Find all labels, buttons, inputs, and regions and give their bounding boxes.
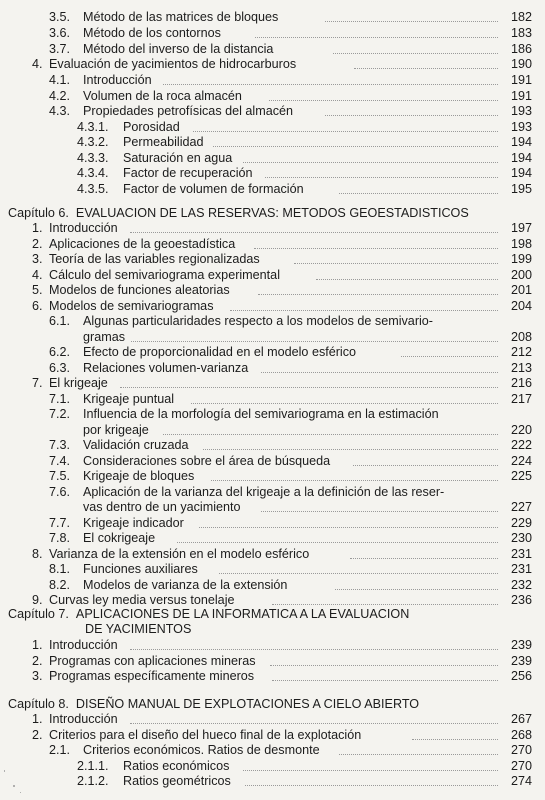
toc-entry	[77, 151, 532, 166]
entry-page: 227	[510, 500, 532, 514]
toc-entry	[77, 135, 532, 150]
entry-page: 270	[510, 759, 532, 773]
entry-number: 8.	[32, 547, 43, 561]
entry-number: 3.	[32, 252, 43, 266]
entry-title: Introducción	[49, 221, 118, 235]
toc-entry	[49, 26, 532, 41]
entry-number: 3.6.	[49, 26, 71, 40]
entry-page: 225	[510, 469, 532, 483]
entry-number: 7.6.	[49, 485, 71, 499]
entry-page: 236	[510, 593, 532, 607]
entry-title: Criterios para el diseño del hueco final de la explotación	[49, 728, 362, 742]
entry-number: 4.3.5.	[77, 182, 109, 196]
entry-title: Introducción	[49, 638, 118, 652]
entry-page: 194	[510, 151, 532, 165]
entry-page: 199	[510, 252, 532, 266]
toc-entry	[49, 469, 532, 484]
entry-number: 2.1.1.	[77, 759, 109, 773]
entry-page: 191	[510, 89, 532, 103]
entry-page: 182	[510, 10, 532, 24]
toc-entry	[32, 237, 532, 252]
entry-page: 256	[510, 669, 532, 683]
entry-page: 267	[510, 712, 532, 726]
toc-entry	[32, 638, 532, 653]
entry-title: Consideraciones sobre el área de búsqueda	[83, 454, 331, 468]
entry-page: 216	[510, 376, 532, 390]
entry-title: Ratios geométricos	[123, 774, 231, 788]
entry-number: 6.2.	[49, 345, 71, 359]
entry-number: 2.	[32, 728, 43, 742]
entry-title-continued: vas dentro de un yacimiento	[83, 500, 241, 514]
entry-title: Krigeaje puntual	[83, 392, 175, 406]
entry-number: 1.	[32, 638, 43, 652]
entry-number: 7.	[32, 376, 43, 390]
toc-entry	[32, 57, 532, 72]
entry-page: 229	[510, 516, 532, 530]
entry-title: Cálculo del semivariograma experimental	[49, 268, 280, 282]
entry-page: 231	[510, 547, 532, 561]
entry-number: 6.1.	[49, 314, 71, 328]
entry-title: Permeabilidad	[123, 135, 204, 149]
entry-page: 212	[510, 345, 532, 359]
toc-entry	[32, 221, 532, 236]
entry-number: 7.5.	[49, 469, 71, 483]
entry-page: 230	[510, 531, 532, 545]
entry-title: Validación cruzada	[83, 438, 189, 452]
entry-page: 239	[510, 654, 532, 668]
toc-entry	[77, 774, 532, 789]
entry-title: Factor de volumen de formación	[123, 182, 304, 196]
entry-title: Ratios económicos	[123, 759, 230, 773]
chapter-title: EVALUACION DE LAS RESERVAS: METODOS GEOESTADISTICOS	[75, 206, 469, 220]
entry-number: 1.	[32, 221, 43, 235]
entry-page: 232	[510, 578, 532, 592]
toc-entry	[83, 500, 532, 515]
toc-entry	[77, 120, 532, 135]
entry-number: 3.	[32, 669, 43, 683]
chapter-title: DISEÑO MANUAL DE EXPLOTACIONES A CIELO ABIERTO	[75, 697, 420, 711]
entry-page: 204	[510, 299, 532, 313]
toc-entry	[49, 562, 532, 577]
entry-page: 198	[510, 237, 532, 251]
entry-number: 3.5.	[49, 10, 71, 24]
toc-entry	[32, 299, 532, 314]
scan-speck	[20, 792, 21, 793]
entry-page: 186	[510, 42, 532, 56]
entry-title: Programas específicamente mineros	[49, 669, 255, 683]
entry-page: 195	[510, 182, 532, 196]
entry-number: 4.3.2.	[77, 135, 109, 149]
entry-title: Introducción	[49, 712, 118, 726]
entry-number: 4.1.	[49, 73, 71, 87]
entry-page: 200	[510, 268, 532, 282]
toc-entry	[49, 578, 532, 593]
entry-number: 4.2.	[49, 89, 71, 103]
entry-page: 213	[510, 361, 532, 375]
entry-page: 191	[510, 73, 532, 87]
entry-page: 268	[510, 728, 532, 742]
entry-number: 7.4.	[49, 454, 71, 468]
entry-title: Criterios económicos. Ratios de desmonte	[83, 743, 320, 757]
toc-entry	[49, 361, 532, 376]
entry-title: El krigeaje	[49, 376, 108, 390]
entry-number: 3.7.	[49, 42, 71, 56]
entry-page: 274	[510, 774, 532, 788]
entry-number: 4.3.4.	[77, 166, 109, 180]
entry-page: 208	[510, 330, 532, 344]
entry-title: Método de los contornos	[83, 26, 221, 40]
entry-number: 8.1.	[49, 562, 71, 576]
entry-number: 6.3.	[49, 361, 71, 375]
entry-number: 4.3.1.	[77, 120, 109, 134]
scan-speck	[4, 770, 5, 772]
entry-page: 220	[510, 423, 532, 437]
toc-entry	[32, 712, 532, 727]
entry-title: Curvas ley media versus tonelaje	[49, 593, 235, 607]
entry-page: 231	[510, 562, 532, 576]
entry-title: Relaciones volumen-varianza	[83, 361, 249, 375]
entry-number: 9.	[32, 593, 43, 607]
toc-entry	[49, 392, 532, 407]
entry-title: Modelos de funciones aleatorias	[49, 283, 230, 297]
chapter-heading	[8, 206, 469, 221]
chapter-number: Capítulo 8.	[8, 697, 69, 711]
entry-page: 194	[510, 166, 532, 180]
entry-page: 222	[510, 438, 532, 452]
entry-title: Factor de recuperación	[123, 166, 253, 180]
entry-page: 193	[510, 104, 532, 118]
toc-entry	[77, 182, 532, 197]
entry-number: 4.	[32, 268, 43, 282]
toc-entry	[32, 547, 532, 562]
entry-title: Saturación en agua	[123, 151, 233, 165]
entry-number: 5.	[32, 283, 43, 297]
entry-title: Modelos de semivariogramas	[49, 299, 214, 313]
entry-title: Método de las matrices de bloques	[83, 10, 279, 24]
entry-page: 239	[510, 638, 532, 652]
entry-title: Programas con aplicaciones mineras	[49, 654, 256, 668]
entry-title: Volumen de la roca almacén	[83, 89, 242, 103]
entry-number: 8.2.	[49, 578, 71, 592]
toc-entry	[77, 759, 532, 774]
entry-page: 190	[510, 57, 532, 71]
toc-entry-line	[49, 407, 439, 422]
entry-number: 7.8.	[49, 531, 71, 545]
entry-title-continued: gramas	[83, 330, 125, 344]
chapter-heading	[8, 697, 419, 712]
entry-title-continued: por krigeaje	[83, 423, 149, 437]
chapter-title-continued: DE YACIMIENTOS	[85, 622, 192, 636]
chapter-number: Capítulo 6.	[8, 206, 69, 220]
toc-entry	[77, 166, 532, 181]
toc-entry	[49, 516, 532, 531]
entry-page: 194	[510, 135, 532, 149]
toc-entry	[32, 669, 532, 684]
entry-number: 2.1.	[49, 743, 71, 757]
entry-number: 1.	[32, 712, 43, 726]
entry-title: Influencia de la morfología del semivariograma en la estimación	[83, 407, 439, 421]
toc-entry	[49, 10, 532, 25]
entry-page: 197	[510, 221, 532, 235]
toc-entry-line	[49, 314, 433, 329]
entry-title: Aplicación de la varianza del krigeaje a la definición de las reser-	[83, 485, 445, 499]
toc-entry	[49, 743, 532, 758]
entry-number: 2.1.2.	[77, 774, 109, 788]
toc-entry	[83, 423, 532, 438]
toc-entry	[49, 104, 532, 119]
entry-number: 6.	[32, 299, 43, 313]
entry-title: El cokrigeaje	[83, 531, 156, 545]
entry-number: 4.3.	[49, 104, 71, 118]
toc-entry	[32, 593, 532, 608]
toc-entry-line	[49, 485, 444, 500]
entry-page: 224	[510, 454, 532, 468]
entry-page: 270	[510, 743, 532, 757]
entry-title: Varianza de la extensión en el modelo esférico	[49, 547, 310, 561]
toc-entry	[32, 728, 532, 743]
entry-title: Funciones auxiliares	[83, 562, 198, 576]
toc-entry	[32, 654, 532, 669]
entry-number: 4.3.3.	[77, 151, 109, 165]
entry-title: Introducción	[83, 73, 152, 87]
entry-number: 7.7.	[49, 516, 71, 530]
chapter-number: Capítulo 7.	[8, 607, 69, 621]
entry-number: 7.3.	[49, 438, 71, 452]
toc-entry	[49, 454, 532, 469]
entry-number: 2.	[32, 237, 43, 251]
entry-page: 183	[510, 26, 532, 40]
entry-page: 217	[510, 392, 532, 406]
entry-title: Efecto de proporcionalidad en el modelo esférico	[83, 345, 357, 359]
entry-page: 193	[510, 120, 532, 134]
toc-entry	[49, 89, 532, 104]
entry-number: 7.1.	[49, 392, 71, 406]
entry-page: 201	[510, 283, 532, 297]
chapter-heading-continued	[85, 622, 191, 637]
chapter-heading	[8, 607, 409, 622]
entry-title: Método del inverso de la distancia	[83, 42, 274, 56]
toc-entry	[49, 438, 532, 453]
entry-title: Aplicaciones de la geoestadística	[49, 237, 236, 251]
toc-entry	[32, 376, 532, 391]
entry-title: Modelos de varianza de la extensión	[83, 578, 288, 592]
entry-number: 4.	[32, 57, 43, 71]
entry-number: 7.2.	[49, 407, 71, 421]
toc-entry	[32, 252, 532, 267]
toc-entry	[49, 531, 532, 546]
entry-title: Propiedades petrofísicas del almacén	[83, 104, 294, 118]
toc-entry	[32, 283, 532, 298]
entry-title: Porosidad	[123, 120, 180, 134]
entry-title: Algunas particularidades respecto a los modelos de semivario-	[83, 314, 434, 328]
toc-entry	[49, 73, 532, 88]
toc-entry	[49, 42, 532, 57]
entry-number: 2.	[32, 654, 43, 668]
scan-speck	[13, 785, 15, 787]
toc-entry	[49, 345, 532, 360]
chapter-title: APLICACIONES DE LA INFORMATICA A LA EVALUACION	[75, 607, 410, 621]
toc-entry	[83, 330, 532, 345]
entry-title: Krigeaje indicador	[83, 516, 184, 530]
toc-entry	[32, 268, 532, 283]
entry-title: Teoría de las variables regionalizadas	[49, 252, 260, 266]
entry-title: Evaluación de yacimientos de hidrocarburos	[49, 57, 297, 71]
entry-title: Krigeaje de bloques	[83, 469, 195, 483]
